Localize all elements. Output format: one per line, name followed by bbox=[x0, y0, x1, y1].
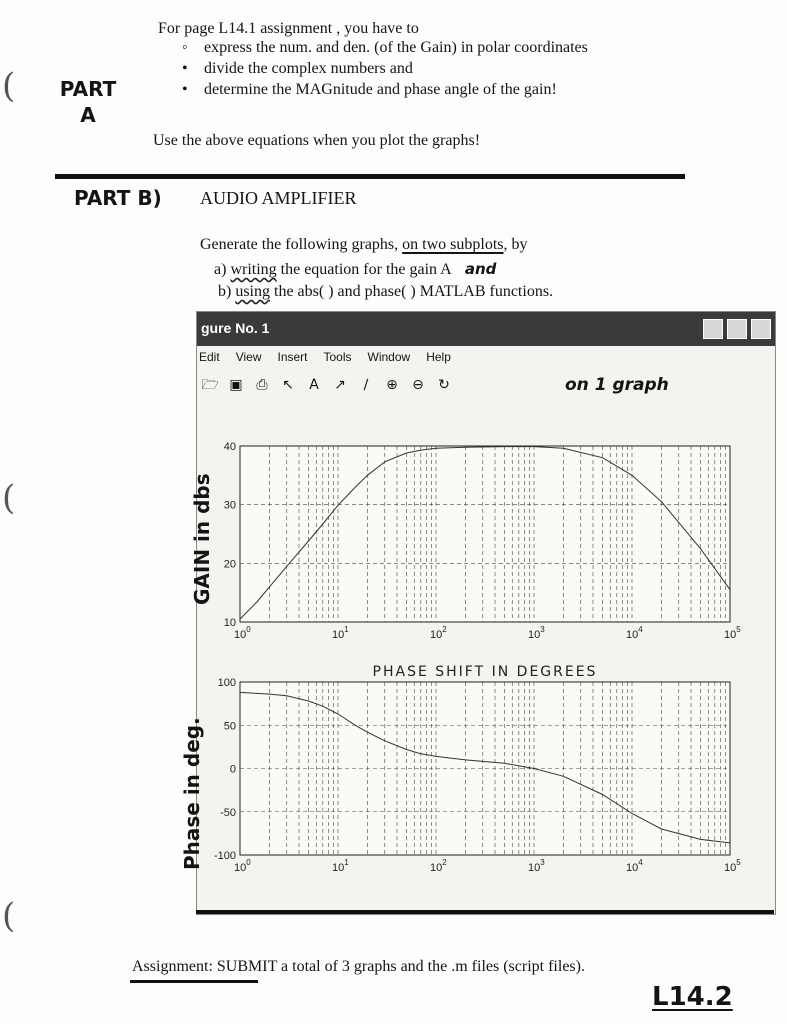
x-tick-label bbox=[430, 625, 447, 641]
item-text: the equation for the gain A bbox=[276, 261, 451, 278]
x-tick-label bbox=[528, 858, 545, 874]
x-tick-exponent: 1 bbox=[344, 858, 349, 867]
arrow-line-icon[interactable]: ↗ bbox=[334, 377, 346, 393]
x-tick-label bbox=[626, 625, 643, 641]
x-tick-base: 10 bbox=[724, 862, 737, 874]
handwritten-note: and bbox=[464, 260, 497, 278]
text-icon[interactable]: A bbox=[309, 377, 319, 393]
page-label: L14.2 bbox=[652, 982, 733, 1012]
zoom-out-icon[interactable]: ⊖ bbox=[412, 377, 424, 393]
list-item: ◦ express the num. and den. (of the Gain) in polar coordinates bbox=[182, 37, 588, 58]
x-tick-label bbox=[234, 625, 251, 641]
part-b-title: AUDIO AMPLIFIER bbox=[200, 188, 357, 208]
list-item: • determine the MAGnitude and phase angle of the gain! bbox=[182, 79, 588, 100]
phase-subplot bbox=[214, 664, 741, 874]
x-tick-base: 10 bbox=[332, 862, 345, 874]
menu-view[interactable]: View bbox=[235, 350, 262, 364]
gain-ylabel: GAIN in dbs bbox=[190, 473, 214, 605]
save-icon[interactable]: ▣ bbox=[229, 377, 243, 393]
x-tick-exponent: 4 bbox=[638, 625, 643, 634]
part-a-closing: Use the above equations when you plot the graphs! bbox=[153, 132, 481, 149]
x-tick-base: 10 bbox=[430, 629, 443, 641]
x-tick-label bbox=[332, 625, 349, 641]
part-a-label-line1: PART bbox=[59, 77, 117, 101]
open-icon[interactable]: 🗁 bbox=[201, 377, 219, 393]
line-icon[interactable]: ∕ bbox=[363, 377, 369, 393]
assignment-text: Assignment: SUBMIT a total of 3 graphs and the .m files (script files). bbox=[132, 958, 585, 975]
plot-title: PHASE SHIFT IN DEGREES bbox=[372, 664, 598, 680]
item-text: the abs( ) and phase( ) MATLAB functions. bbox=[270, 283, 554, 300]
y-tick-label: 0 bbox=[229, 763, 236, 776]
x-tick-exponent: 2 bbox=[442, 625, 447, 634]
menu-window[interactable]: Window bbox=[367, 350, 411, 364]
x-tick-exponent: 2 bbox=[442, 858, 447, 867]
x-tick-base: 10 bbox=[528, 629, 541, 641]
x-tick-label bbox=[528, 625, 545, 641]
x-tick-base: 10 bbox=[528, 862, 541, 874]
y-tick-label: 20 bbox=[223, 558, 236, 571]
assignment-underline bbox=[130, 980, 258, 983]
item-prefix: b) bbox=[218, 283, 236, 300]
y-tick-label: 50 bbox=[223, 720, 236, 733]
menu-edit[interactable]: Edit bbox=[199, 350, 220, 364]
x-tick-exponent: 5 bbox=[736, 625, 741, 634]
margin-mark: ( bbox=[2, 66, 16, 106]
x-tick-label bbox=[430, 858, 447, 874]
x-tick-exponent: 0 bbox=[246, 858, 251, 867]
x-tick-base: 10 bbox=[724, 629, 737, 641]
x-tick-label bbox=[332, 858, 349, 874]
phase-ylabel: Phase in deg. bbox=[180, 717, 204, 870]
x-tick-label bbox=[724, 625, 741, 641]
x-tick-label bbox=[724, 858, 741, 874]
x-tick-exponent: 1 bbox=[344, 625, 349, 634]
x-tick-exponent: 4 bbox=[638, 858, 643, 867]
x-tick-base: 10 bbox=[234, 862, 247, 874]
gain-subplot bbox=[224, 441, 742, 641]
figure-bottom-rule bbox=[196, 910, 774, 914]
y-tick-label: -100 bbox=[213, 850, 236, 862]
print-icon[interactable]: ⎙ bbox=[256, 377, 268, 393]
menu-insert[interactable]: Insert bbox=[277, 350, 308, 364]
x-tick-base: 10 bbox=[234, 629, 247, 641]
x-tick-label bbox=[234, 858, 251, 874]
part-a-intro: For page L14.1 assignment , you have to bbox=[158, 20, 419, 37]
x-tick-exponent: 3 bbox=[540, 858, 545, 867]
menu-help[interactable]: Help bbox=[426, 350, 451, 364]
y-tick-label: 10 bbox=[223, 617, 236, 629]
menu-tools[interactable]: Tools bbox=[323, 350, 352, 364]
x-tick-exponent: 5 bbox=[736, 858, 741, 867]
handwritten-annotation: on 1 graph bbox=[565, 375, 669, 395]
instruction-text: Generate the following graphs, bbox=[200, 236, 403, 253]
figure-title: gure No. 1 bbox=[201, 320, 270, 336]
plot-area bbox=[240, 446, 730, 622]
instruction-text-end: , by bbox=[503, 236, 528, 253]
x-tick-base: 10 bbox=[430, 862, 443, 874]
y-tick-label: 40 bbox=[223, 441, 236, 453]
x-tick-label bbox=[626, 858, 643, 874]
instruction-emphasis: on two subplots bbox=[402, 236, 504, 253]
list-item: • divide the complex numbers and bbox=[182, 58, 588, 79]
zoom-in-icon[interactable]: ⊕ bbox=[386, 377, 398, 393]
y-tick-label: -50 bbox=[220, 806, 236, 819]
part-b-label: PART B) bbox=[74, 186, 162, 210]
item-verb: using bbox=[235, 283, 270, 300]
x-tick-exponent: 0 bbox=[246, 625, 251, 634]
arrow-icon[interactable]: ↖ bbox=[282, 377, 294, 393]
item-verb: writing bbox=[230, 261, 277, 278]
y-tick-label: 100 bbox=[217, 677, 236, 689]
x-tick-exponent: 3 bbox=[540, 625, 545, 634]
x-tick-base: 10 bbox=[626, 629, 639, 641]
item-prefix: a) bbox=[214, 261, 231, 278]
margin-mark: ( bbox=[2, 896, 16, 936]
x-tick-base: 10 bbox=[626, 862, 639, 874]
x-tick-base: 10 bbox=[332, 629, 345, 641]
part-a-label-line2: A bbox=[80, 103, 96, 127]
y-tick-label: 30 bbox=[223, 499, 236, 512]
margin-mark: ( bbox=[2, 478, 16, 518]
rotate-icon[interactable]: ↻ bbox=[438, 377, 450, 393]
